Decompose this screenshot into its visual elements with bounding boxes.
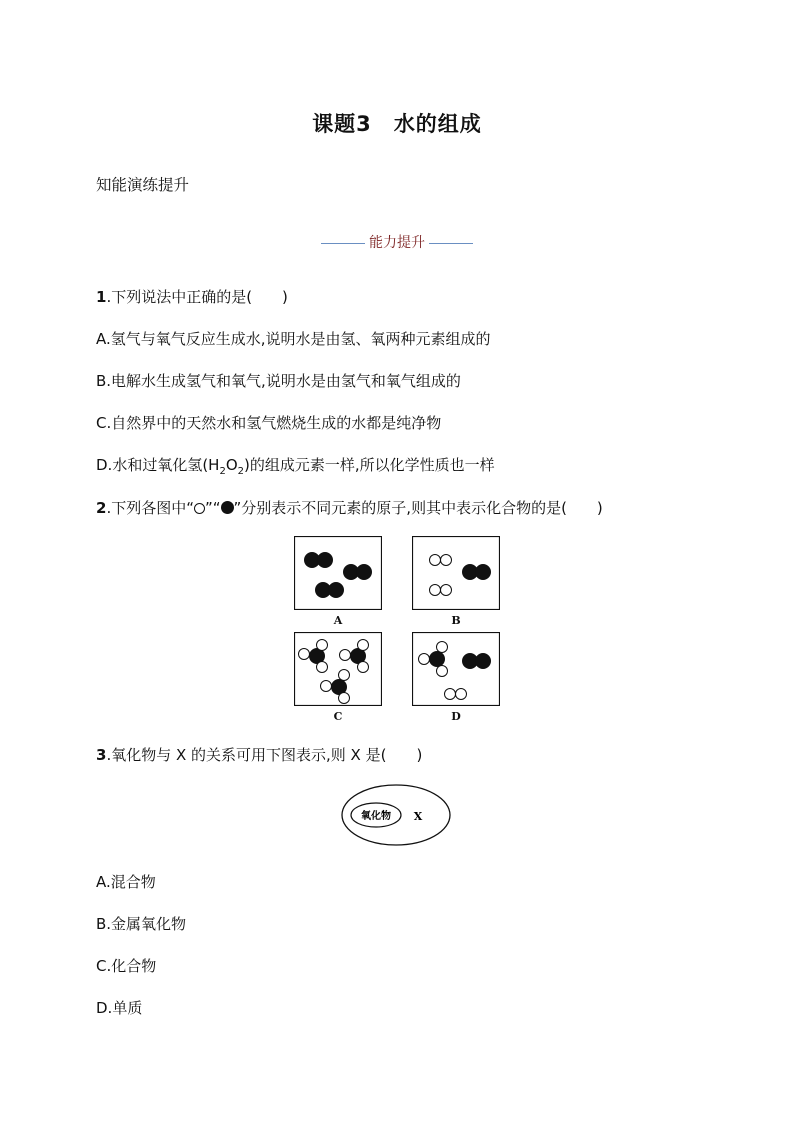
- panel-b-box: [412, 536, 500, 610]
- option-d-text-2: O: [225, 456, 238, 474]
- panel-a-box: [294, 536, 382, 610]
- question-3-option-a: A.混合物: [96, 873, 156, 891]
- question-3-option-d: D.单质: [96, 999, 143, 1017]
- question-1-number: 1: [96, 288, 107, 306]
- question-1-option-d: [96, 454, 495, 477]
- option-d-subscript-2: 2: [237, 466, 245, 477]
- question-1-stem: .下列说法中正确的是( ): [106, 288, 288, 306]
- question-1: [96, 286, 288, 307]
- question-2-stem-3: ”分别表示不同元素的原子,则其中表示化合物的是( ): [233, 499, 603, 517]
- question-1-option-b: B.电解水生成氢气和氧气,说明水是由氢气和氧气组成的: [96, 372, 461, 390]
- option-d-text-1: D.水和过氧化氢(H: [96, 456, 220, 474]
- question-2-stem-1: .下列各图中“: [106, 499, 194, 517]
- title-lesson-number: 课题3: [312, 112, 372, 136]
- question-3-stem: .氧化物与 X 的关系可用下图表示,则 X 是( ): [106, 746, 423, 764]
- section-heading: 知能演练提升: [96, 176, 190, 194]
- option-d-text-3: )的组成元素一样,所以化学性质也一样: [244, 456, 495, 474]
- divider-left: [321, 243, 365, 244]
- panel-a-label: A: [333, 614, 343, 627]
- subsection-label: 能力提升: [369, 235, 425, 251]
- outer-ellipse-label: X: [413, 810, 423, 823]
- black-atom-icon: [221, 501, 234, 514]
- inner-ellipse-label: 氧化物: [361, 811, 391, 822]
- question-3-number: 3: [96, 746, 107, 764]
- option-d-subscript-1: 2: [219, 466, 226, 477]
- panel-c-box: [294, 632, 382, 706]
- panel-d-label: D: [451, 710, 461, 723]
- question-2: [96, 497, 603, 518]
- divider-right: [429, 243, 473, 244]
- question-1-option-a: A.氢气与氧气反应生成水,说明水是由氢、氧两种元素组成的: [96, 330, 491, 348]
- page-title: [0, 108, 794, 138]
- set-relation-diagram: [340, 783, 452, 847]
- question-3-option-b: B.金属氧化物: [96, 915, 187, 933]
- question-3-option-c: C.化合物: [96, 957, 157, 975]
- question-2-number: 2: [96, 499, 107, 517]
- panel-d-box: [412, 632, 500, 706]
- question-3: [96, 744, 422, 765]
- white-atom-icon: [194, 503, 205, 514]
- subsection-heading: [0, 232, 794, 252]
- panel-b-label: B: [451, 614, 461, 627]
- question-2-stem-2: ”“: [204, 499, 221, 517]
- panel-c-label: C: [333, 710, 343, 723]
- question-1-option-c: C.自然界中的天然水和氢气燃烧生成的水都是纯净物: [96, 414, 442, 432]
- title-topic: 水的组成: [393, 112, 482, 136]
